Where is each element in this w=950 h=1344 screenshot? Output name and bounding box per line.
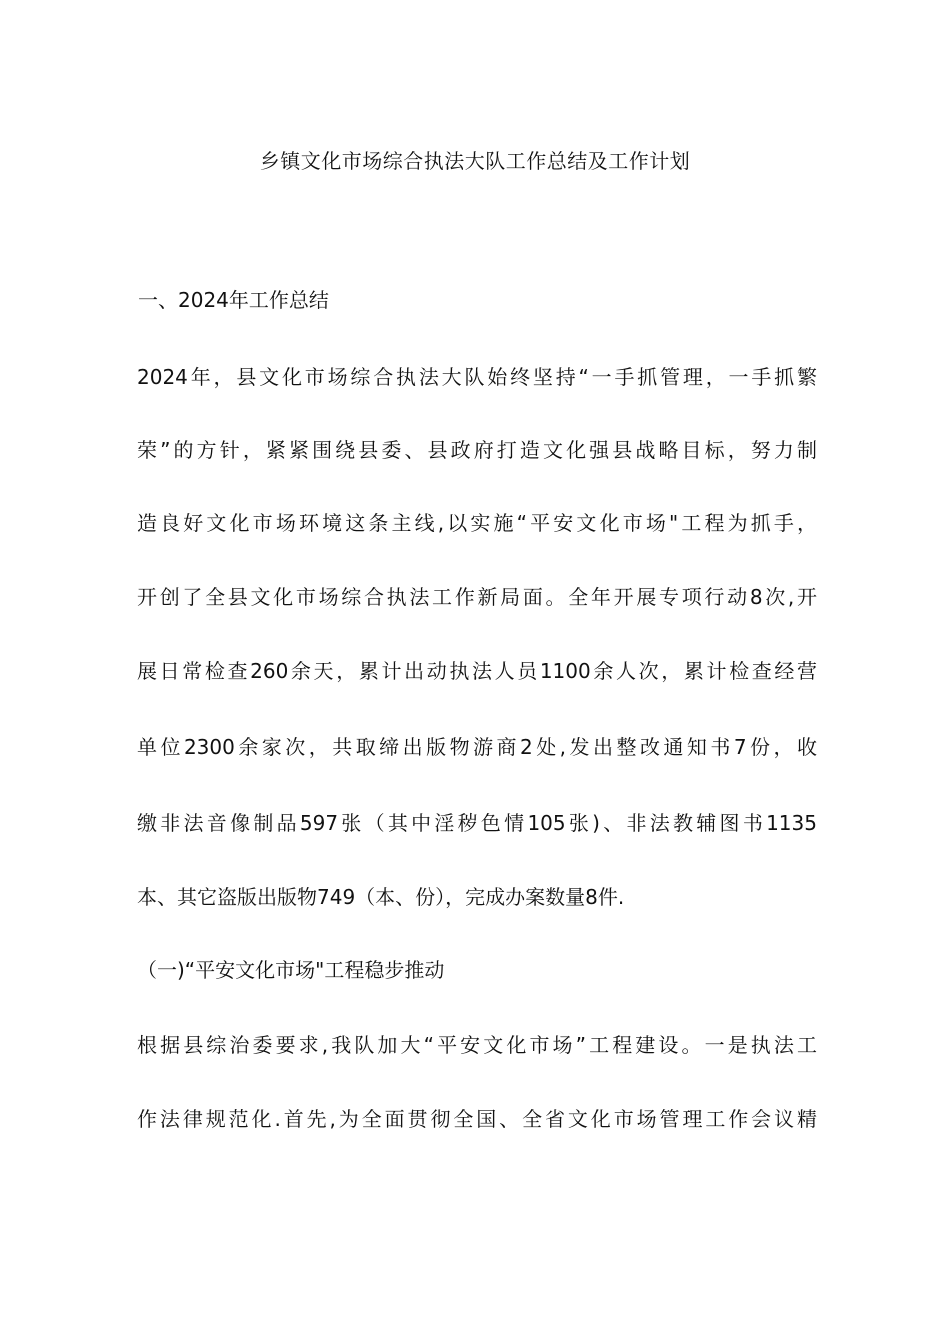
paragraph-line: 单位2300余家次，共取缔出版物游商2处,发出整改通知书7份，收 [137,735,817,759]
paragraph-line: 作法律规范化.首先,为全面贯彻全国、全省文化市场管理工作会议精 [137,1107,817,1131]
document-title: 乡镇文化市场综合执法大队工作总结及工作计划 [259,149,691,173]
paragraph-line: 展日常检查260余天，累计出动执法人员1100余人次，累计检查经营 [137,659,817,683]
paragraph-line: 荣”的方针，紧紧围绕县委、县政府打造文化强县战略目标，努力制 [137,438,817,462]
paragraph-line: 缴非法音像制品597张（其中淫秽色情105张)、非法教辅图书1135 [137,811,817,835]
paragraph-line: 造良好文化市场环境这条主线,以实施“平安文化市场"工程为抓手， [137,511,817,535]
section-heading-work-summary: 一、2024年工作总结 [138,288,329,312]
paragraph-line: 开创了全县文化市场综合执法工作新局面。全年开展专项行动8次,开 [137,585,817,609]
paragraph-line: 本、其它盗版出版物749（本、份），完成办案数量8件. [137,885,625,909]
paragraph-line: 2024年，县文化市场综合执法大队始终坚持“一手抓管理，一手抓繁 [137,365,817,389]
subsection-heading-safe-culture-market: （一)“平安文化市场"工程稳步推动 [137,958,445,982]
paragraph-line: 根据县综治委要求,我队加大“平安文化市场”工程建设。一是执法工 [137,1033,817,1057]
